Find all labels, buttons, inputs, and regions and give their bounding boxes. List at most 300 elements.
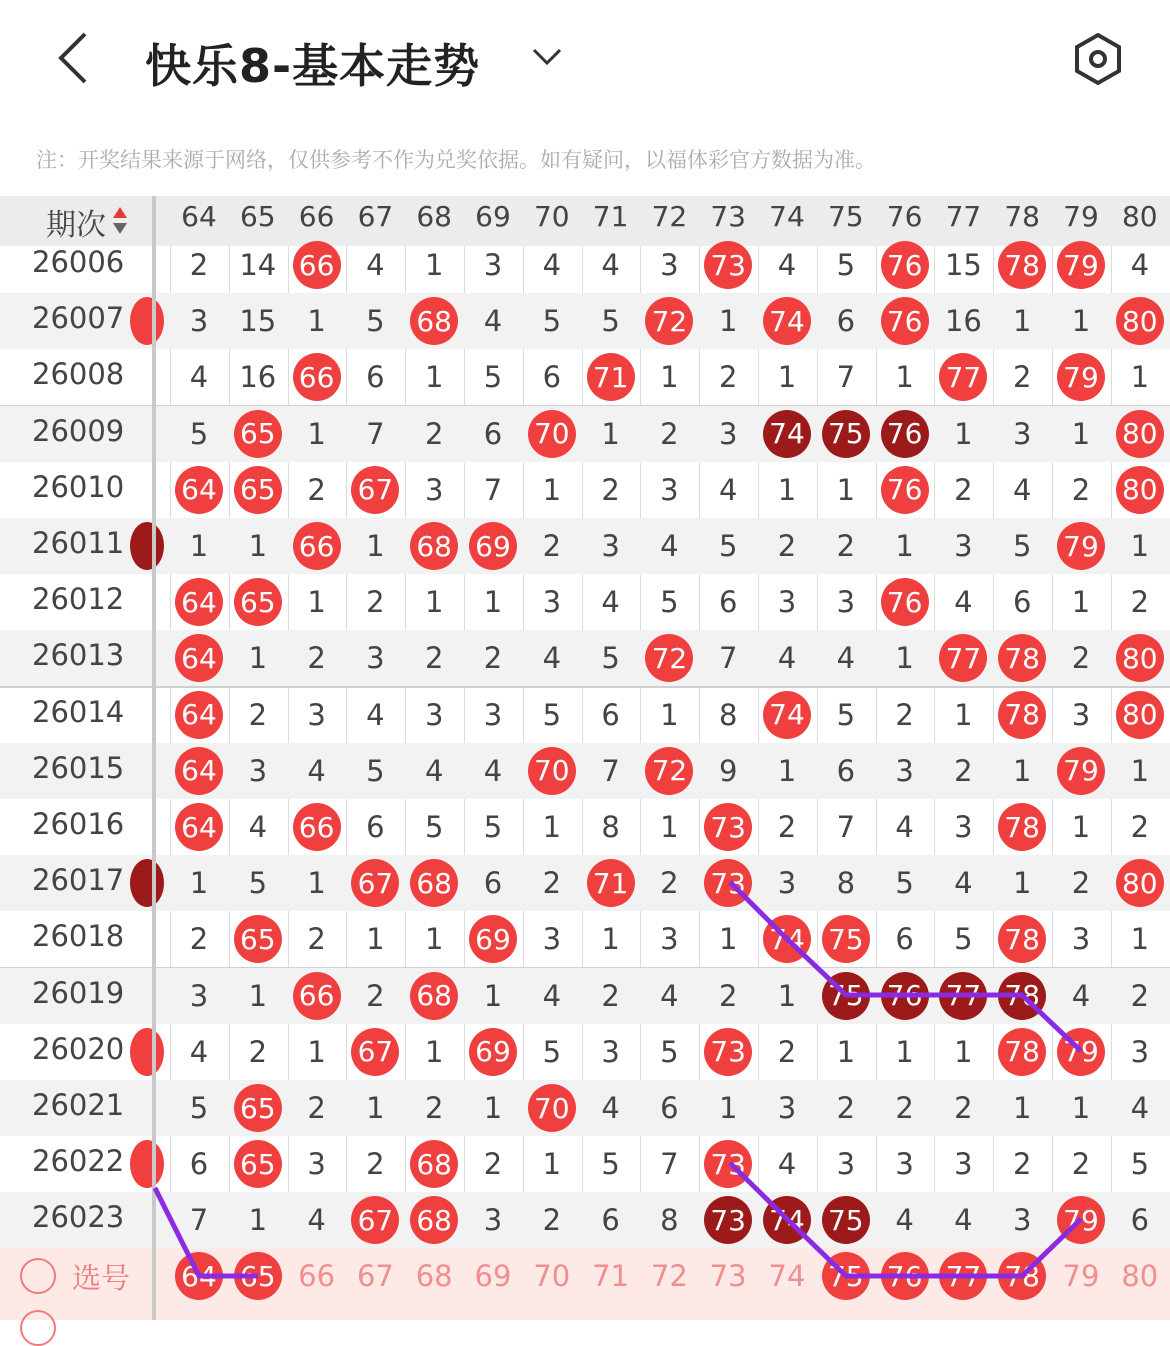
omission-count: 3 [699,406,757,462]
omission-count: 5 [817,687,875,743]
omission-count: 5 [934,911,992,967]
number-ball: 67 [351,859,399,907]
omission-count: 4 [288,1192,346,1248]
omission-count: 1 [405,237,463,293]
number-ball: 64 [175,466,223,514]
omission-count: 1 [1111,743,1169,799]
pick-number[interactable]: 74 [758,1248,816,1304]
omission-count: 3 [758,574,816,630]
number-ball: 64 [175,803,223,851]
omission-count: 4 [288,743,346,799]
omission-count: 1 [405,1024,463,1080]
omission-count: 4 [1052,968,1110,1024]
number-ball: 69 [469,915,517,963]
omission-count: 1 [993,743,1051,799]
omission-count: 8 [582,799,640,855]
omission-count: 5 [1111,1136,1169,1192]
omission-count: 2 [288,1080,346,1136]
omission-count: 2 [523,518,581,574]
omission-count: 14 [229,237,287,293]
omission-count: 1 [170,518,228,574]
number-header-75: 75 [817,200,875,233]
omission-count: 6 [346,349,404,405]
number-ball: 73 [704,859,752,907]
omission-count: 1 [1052,293,1110,349]
number-ball: 78 [998,241,1046,289]
omission-count: 5 [876,855,934,911]
omission-count: 8 [640,1192,698,1248]
period-label: 26011 [32,526,124,560]
omission-count: 9 [699,743,757,799]
omission-count: 4 [934,855,992,911]
number-header-66: 66 [288,200,346,233]
pick-number[interactable]: 69 [464,1248,522,1304]
omission-count: 3 [346,630,404,686]
omission-count: 6 [346,799,404,855]
number-header-71: 71 [582,200,640,233]
omission-count: 1 [876,1024,934,1080]
omission-count: 6 [170,1136,228,1192]
number-ball: 76 [881,297,929,345]
number-ball: 68 [410,297,458,345]
omission-count: 4 [758,630,816,686]
omission-count: 3 [934,799,992,855]
selected-number-ball[interactable]: 76 [881,1252,929,1300]
number-header-74: 74 [758,200,816,233]
number-ball: 77 [939,353,987,401]
omission-count: 1 [876,518,934,574]
number-header-67: 67 [346,200,404,233]
omission-count: 4 [758,1136,816,1192]
omission-count: 3 [464,237,522,293]
number-ball: 65 [234,466,282,514]
omission-count: 4 [640,518,698,574]
omission-count: 1 [817,462,875,518]
omission-count: 16 [934,293,992,349]
omission-count: 3 [876,743,934,799]
number-ball: 80 [1116,466,1164,514]
omission-count: 4 [523,237,581,293]
number-ball: 80 [1116,859,1164,907]
omission-count: 1 [229,518,287,574]
omission-count: 3 [405,462,463,518]
omission-count: 6 [464,855,522,911]
omission-count: 6 [817,743,875,799]
consecutive-number-ball: 76 [881,410,929,458]
number-header-64: 64 [170,200,228,233]
selected-number-ball[interactable]: 64 [175,1252,223,1300]
omission-count: 3 [1052,687,1110,743]
omission-count: 1 [1111,911,1169,967]
number-header-77: 77 [934,200,992,233]
selected-number-ball[interactable]: 77 [939,1252,987,1300]
omission-count: 1 [758,462,816,518]
omission-count: 2 [699,968,757,1024]
period-label: 26012 [32,582,124,616]
omission-count: 5 [582,630,640,686]
number-ball: 69 [469,522,517,570]
trend-line-3 [155,1188,258,1276]
omission-count: 1 [876,349,934,405]
number-ball: 68 [410,1196,458,1244]
number-ball: 73 [704,1028,752,1076]
period-header[interactable]: 期次 [46,200,106,244]
omission-count: 1 [288,406,346,462]
number-header-79: 79 [1052,200,1110,233]
omission-count: 4 [170,1024,228,1080]
period-label: 26019 [32,976,124,1010]
omission-count: 1 [1052,574,1110,630]
omission-count: 2 [1052,630,1110,686]
omission-count: 2 [464,630,522,686]
number-ball: 73 [704,1140,752,1188]
number-ball: 72 [645,747,693,795]
omission-count: 2 [758,518,816,574]
omission-count: 2 [582,968,640,1024]
number-ball: 80 [1116,634,1164,682]
omission-count: 2 [1052,462,1110,518]
omission-count: 1 [1052,1080,1110,1136]
number-ball: 65 [234,1084,282,1132]
omission-count: 5 [405,799,463,855]
number-ball: 72 [645,634,693,682]
omission-count: 5 [346,293,404,349]
omission-count: 2 [993,1136,1051,1192]
trend-line-1 [730,882,1081,1051]
omission-count: 1 [288,293,346,349]
omission-count: 7 [170,1192,228,1248]
omission-count: 2 [170,911,228,967]
selected-number-ball[interactable]: 78 [998,1252,1046,1300]
omission-count: 1 [817,1024,875,1080]
number-ball: 74 [763,297,811,345]
omission-count: 7 [346,406,404,462]
omission-count: 6 [993,574,1051,630]
period-label: 26006 [32,245,124,279]
omission-count: 3 [170,293,228,349]
omission-count: 2 [758,1024,816,1080]
omission-count: 1 [170,855,228,911]
number-ball: 74 [763,915,811,963]
omission-count: 4 [876,799,934,855]
omission-count: 2 [288,462,346,518]
omission-count: 6 [699,574,757,630]
number-header-72: 72 [640,200,698,233]
omission-count: 6 [817,293,875,349]
pick-number[interactable]: 79 [1052,1248,1110,1304]
omission-count: 2 [640,855,698,911]
pick-number[interactable]: 66 [288,1248,346,1304]
omission-count: 7 [699,630,757,686]
pick-number[interactable]: 72 [640,1248,698,1304]
omission-count: 5 [640,1024,698,1080]
omission-count: 3 [934,1136,992,1192]
omission-count: 5 [229,855,287,911]
omission-count: 2 [229,1024,287,1080]
consecutive-number-ball: 75 [822,410,870,458]
omission-count: 1 [934,1024,992,1080]
number-ball: 64 [175,747,223,795]
number-ball: 66 [293,241,341,289]
omission-count: 2 [817,518,875,574]
omission-count: 1 [1111,518,1169,574]
page-title: 快乐8-基本走势 [145,30,480,96]
omission-count: 4 [699,462,757,518]
number-ball: 78 [998,691,1046,739]
omission-count: 1 [758,743,816,799]
omission-count: 6 [582,1192,640,1248]
omission-count: 4 [346,237,404,293]
omission-count: 5 [170,1080,228,1136]
omission-count: 3 [523,574,581,630]
number-ball: 68 [410,522,458,570]
period-label: 26018 [32,919,124,953]
number-ball: 74 [763,691,811,739]
number-ball: 65 [234,578,282,626]
omission-count: 2 [405,1080,463,1136]
omission-count: 7 [464,462,522,518]
omission-count: 4 [523,630,581,686]
period-label: 26013 [32,638,124,672]
consecutive-number-ball: 76 [881,972,929,1020]
number-ball: 68 [410,1140,458,1188]
pick-number[interactable]: 67 [346,1248,404,1304]
omission-count: 1 [346,1080,404,1136]
number-ball: 66 [293,522,341,570]
omission-count: 2 [640,406,698,462]
omission-count: 3 [640,237,698,293]
number-ball: 67 [351,1028,399,1076]
omission-count: 6 [523,349,581,405]
period-label: 26017 [32,863,124,897]
omission-count: 4 [934,1192,992,1248]
disclaimer-note: 注：开奖结果来源于网络，仅供参考不作为兑奖依据。如有疑问，以福体彩官方数据为准。 [36,144,876,174]
consecutive-number-ball: 74 [763,1196,811,1244]
omission-count: 3 [523,911,581,967]
omission-count: 1 [699,1080,757,1136]
omission-count: 1 [288,1024,346,1080]
number-ball: 75 [822,915,870,963]
omission-count: 5 [699,518,757,574]
omission-count: 2 [758,799,816,855]
omission-count: 2 [464,1136,522,1192]
number-ball: 80 [1116,691,1164,739]
omission-count: 3 [817,574,875,630]
period-label: 26008 [32,357,124,391]
omission-count: 6 [876,911,934,967]
number-ball: 66 [293,803,341,851]
omission-count: 1 [640,799,698,855]
number-ball: 65 [234,1140,282,1188]
omission-count: 4 [582,237,640,293]
omission-count: 7 [817,349,875,405]
omission-count: 1 [640,687,698,743]
omission-count: 4 [346,687,404,743]
omission-count: 6 [1111,1192,1169,1248]
number-ball: 64 [175,634,223,682]
omission-count: 2 [1111,574,1169,630]
period-label: 26016 [32,807,124,841]
omission-count: 2 [288,911,346,967]
omission-count: 5 [993,518,1051,574]
number-header-68: 68 [405,200,463,233]
omission-count: 16 [229,349,287,405]
omission-count: 3 [170,968,228,1024]
omission-count: 2 [346,968,404,1024]
number-header-80: 80 [1111,200,1169,233]
omission-count: 3 [288,687,346,743]
period-label: 26022 [32,1144,124,1178]
omission-count: 6 [464,406,522,462]
omission-count: 1 [405,911,463,967]
omission-count: 2 [405,406,463,462]
number-ball: 76 [881,466,929,514]
omission-count: 6 [640,1080,698,1136]
omission-count: 1 [288,574,346,630]
number-ball: 78 [998,1028,1046,1076]
omission-count: 1 [1052,799,1110,855]
omission-count: 1 [758,349,816,405]
omission-count: 4 [229,799,287,855]
omission-count: 4 [405,743,463,799]
omission-count: 2 [346,574,404,630]
omission-count: 1 [1111,349,1169,405]
omission-count: 2 [993,349,1051,405]
omission-count: 5 [170,406,228,462]
number-ball: 79 [1057,747,1105,795]
omission-count: 3 [640,911,698,967]
omission-count: 4 [993,462,1051,518]
omission-count: 3 [464,1192,522,1248]
number-ball: 67 [351,466,399,514]
period-label: 26023 [32,1200,124,1234]
omission-count: 3 [876,1136,934,1192]
omission-count: 2 [288,630,346,686]
omission-count: 3 [758,855,816,911]
select-label: 选号 [72,1256,130,1297]
omission-count: 1 [405,349,463,405]
omission-count: 5 [523,293,581,349]
omission-count: 2 [405,630,463,686]
pick-number[interactable]: 73 [699,1248,757,1304]
number-ball: 70 [528,747,576,795]
omission-count: 3 [934,518,992,574]
number-ball: 66 [293,353,341,401]
omission-count: 3 [817,1136,875,1192]
omission-count: 5 [464,799,522,855]
omission-count: 1 [464,574,522,630]
number-header-76: 76 [876,200,934,233]
omission-count: 3 [1111,1024,1169,1080]
number-ball: 69 [469,1028,517,1076]
omission-count: 1 [993,855,1051,911]
omission-count: 3 [758,1080,816,1136]
number-ball: 79 [1057,1196,1105,1244]
omission-count: 4 [817,630,875,686]
number-ball: 78 [998,803,1046,851]
number-header-78: 78 [993,200,1051,233]
omission-count: 2 [229,687,287,743]
consecutive-number-ball: 73 [704,1196,752,1244]
number-ball: 73 [704,241,752,289]
omission-count: 6 [582,687,640,743]
omission-count: 2 [1052,855,1110,911]
number-ball: 80 [1116,297,1164,345]
omission-count: 1 [464,1080,522,1136]
omission-count: 1 [288,855,346,911]
number-ball: 76 [881,578,929,626]
omission-count: 5 [346,743,404,799]
omission-count: 4 [170,349,228,405]
omission-count: 2 [1052,1136,1110,1192]
period-label: 26021 [32,1088,124,1122]
omission-count: 3 [464,687,522,743]
number-ball: 79 [1057,353,1105,401]
omission-count: 1 [934,406,992,462]
pick-number[interactable]: 70 [523,1248,581,1304]
omission-count: 4 [1111,1080,1169,1136]
omission-count: 3 [993,406,1051,462]
omission-count: 8 [817,855,875,911]
omission-count: 1 [523,799,581,855]
number-ball: 79 [1057,522,1105,570]
number-ball: 70 [528,410,576,458]
number-ball: 64 [175,691,223,739]
omission-count: 1 [523,462,581,518]
number-ball: 65 [234,410,282,458]
pick-number[interactable]: 80 [1111,1248,1169,1304]
omission-count: 4 [582,574,640,630]
number-ball: 71 [587,859,635,907]
number-header-73: 73 [699,200,757,233]
selected-number-ball[interactable]: 75 [822,1252,870,1300]
omission-count: 1 [699,911,757,967]
omission-count: 3 [582,1024,640,1080]
omission-count: 2 [817,1080,875,1136]
omission-count: 1 [464,968,522,1024]
omission-count: 7 [817,799,875,855]
number-ball: 77 [939,634,987,682]
consecutive-number-ball: 75 [822,1196,870,1244]
omission-count: 15 [229,293,287,349]
number-ball: 79 [1057,241,1105,289]
omission-count: 1 [876,630,934,686]
trend-line-2 [730,1163,1081,1276]
omission-count: 4 [934,574,992,630]
number-ball: 72 [645,297,693,345]
omission-count: 5 [817,237,875,293]
consecutive-number-ball: 75 [822,972,870,1020]
number-ball: 79 [1057,1028,1105,1076]
omission-count: 2 [523,1192,581,1248]
omission-count: 1 [346,518,404,574]
period-label: 26010 [32,470,124,504]
selected-number-ball[interactable]: 65 [234,1252,282,1300]
number-ball: 78 [998,634,1046,682]
omission-count: 2 [876,687,934,743]
number-header-70: 70 [523,200,581,233]
pick-number[interactable]: 68 [405,1248,463,1304]
number-ball: 68 [410,972,458,1020]
omission-count: 2 [699,349,757,405]
omission-count: 1 [699,293,757,349]
omission-count: 1 [1052,406,1110,462]
consecutive-number-ball: 78 [998,972,1046,1020]
pick-number[interactable]: 71 [582,1248,640,1304]
period-label: 26015 [32,751,124,785]
omission-count: 4 [464,293,522,349]
omission-count: 3 [405,687,463,743]
